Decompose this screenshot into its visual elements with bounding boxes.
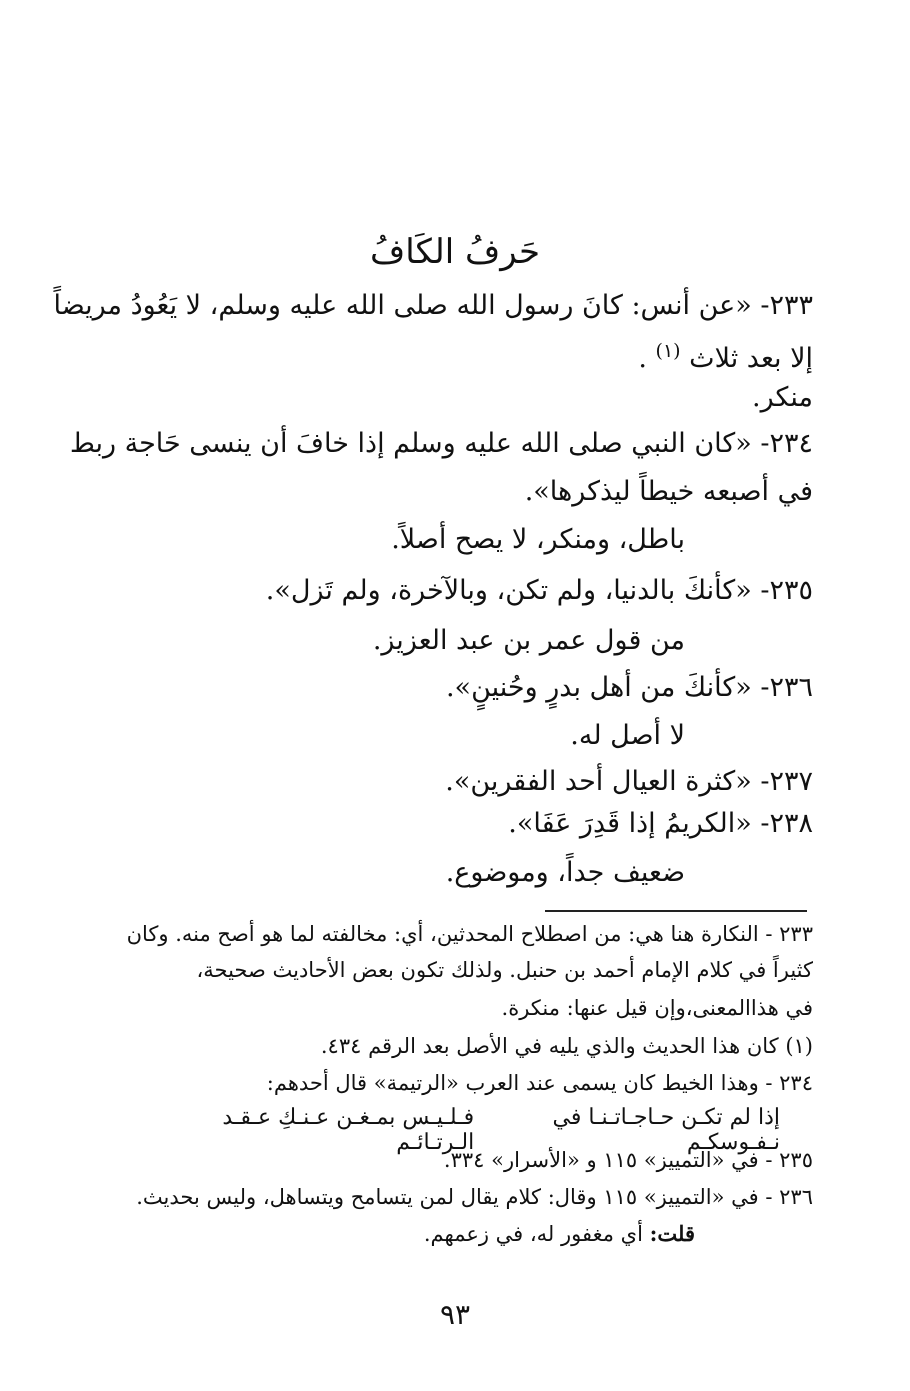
qult-label: قلت: <box>649 1221 695 1246</box>
entry-233-end: . <box>638 343 647 374</box>
entry-233-line-2 <box>638 340 813 374</box>
verse-hemistich-2: فـلـيـس بمـغـن عـنـكِ عـقـد الـرتـائـم <box>222 1105 475 1155</box>
page-number: ٩٣ <box>439 1298 471 1331</box>
verse-hemistich-1: إذا لم تكـن حـاجـاتـنـا في نـفـوسكـم <box>552 1105 780 1155</box>
entry-233-text: إلا بعد ثلاث <box>689 343 813 374</box>
entry-238-line: ٢٣٨- «الكريمُ إذا قَدِرَ عَفَا». <box>508 808 813 839</box>
footnote-233-line-2: كثيراً في كلام الإمام أحمد بن حنبل. ولذلك تكون بعض الأحاديث صحيحة، <box>196 958 813 982</box>
entry-236-ruling: لا أصل له. <box>570 720 685 751</box>
entry-238-ruling: ضعيف جداً، وموضوع. <box>445 857 685 888</box>
entry-235-line: ٢٣٥- «كأنكَ بالدنيا، ولم تكن، وبالآخرة، ولم تَزل». <box>265 575 813 606</box>
footnote-236: ٢٣٦ - في «التمييز» ١١٥ وقال: كلام يقال لمن يتسامح ويتساهل، وليس بحديث. <box>136 1185 813 1209</box>
chapter-heading: حَرفُ الكَافُ <box>369 232 541 272</box>
footnote-233-line-1: ٢٣٣ - النكارة هنا هي: من اصطلاح المحدثين، أي: مخالفته لما هو أصح منه. وكان <box>126 922 813 946</box>
footnote-marker: (١) <box>655 340 681 362</box>
qult-text: أي مغفور له، في زعمهم. <box>423 1222 650 1246</box>
entry-233-ruling: منكر. <box>751 382 813 413</box>
entry-236-line: ٢٣٦- «كأنكَ من أهل بدرٍ وحُنينٍ». <box>445 672 813 703</box>
footnote-233-line-3: في هذاالمعنى،وإن قيل عنها: منكرة. <box>501 996 813 1020</box>
entry-233-line-1: ٢٣٣- «عن أنس: كانَ رسول الله صلى الله عليه وسلم، لا يَعُودُ مريضاً <box>53 290 813 321</box>
footnote-qult <box>424 1221 695 1246</box>
footnote-235: ٢٣٥ - في «التمييز» ١١٥ و «الأسرار» ٣٣٤. <box>443 1148 813 1172</box>
entry-237-line: ٢٣٧- «كثرة العيال أحد الفقرين». <box>445 766 813 797</box>
entry-234-line-2: في أصبعه خيطاً ليذكرها». <box>524 476 813 507</box>
entry-234-line-1: ٢٣٤- «كان النبي صلى الله عليه وسلم إذا خافَ أن ينسى حَاجة ربط <box>69 428 813 459</box>
entry-234-ruling: باطل، ومنكر، لا يصح أصلاً. <box>391 524 685 555</box>
entry-235-ruling: من قول عمر بن عبد العزيز. <box>372 625 685 656</box>
footnote-234: ٢٣٤ - وهذا الخيط كان يسمى عند العرب «الرتيمة» قال أحدهم: <box>266 1071 813 1095</box>
footnote-1: (١) كان هذا الحديث والذي يليه في الأصل بعد الرقم ٤٣٤. <box>320 1034 813 1058</box>
footnote-separator <box>545 910 807 912</box>
